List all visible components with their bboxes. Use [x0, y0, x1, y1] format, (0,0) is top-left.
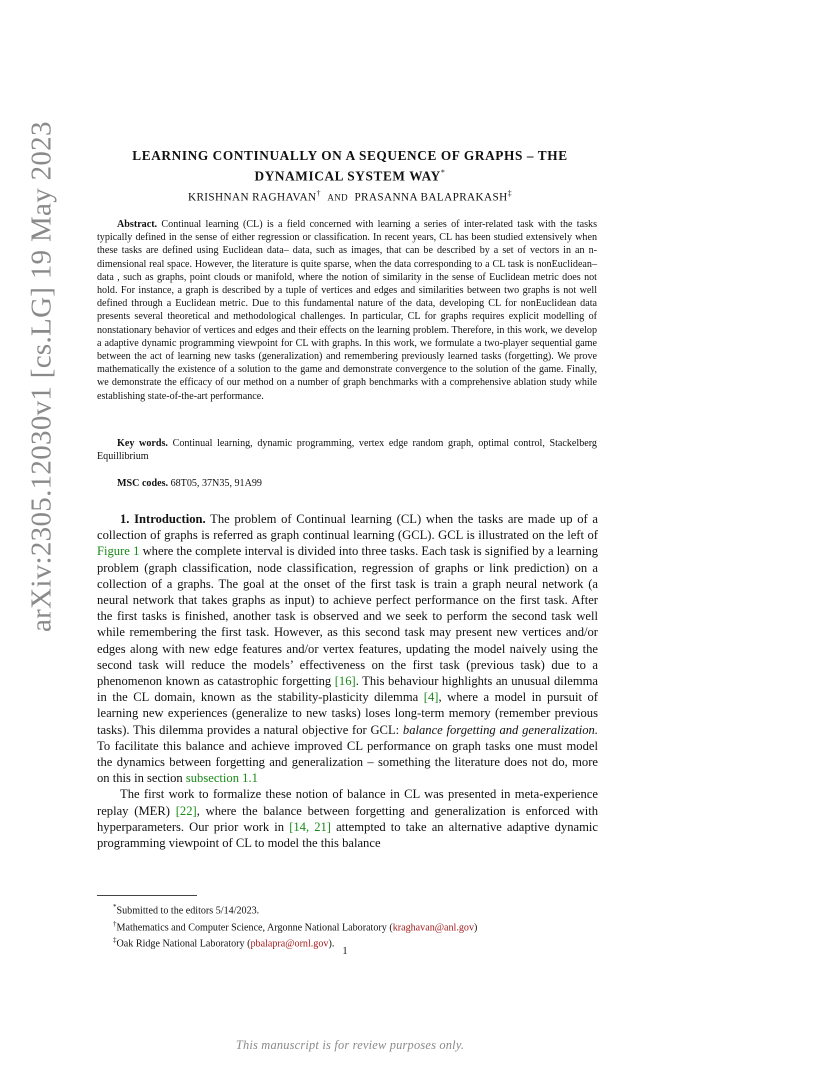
intro-text: , where a model in pursuit of learning new experiences (generalize to new tasks) loses long-term memory (remember previous tasks). This dilemma provides a natural objective for GCL:: [97, 690, 598, 737]
footnote-text: ): [474, 921, 478, 933]
footnote-text: Mathematics and Computer Science, Argonne National Laboratory (: [116, 921, 393, 933]
emphasis-text: balance forgetting and generalization.: [402, 722, 598, 737]
author-list: [100, 189, 600, 204]
intro-text: where the complete interval is divided into three tasks. Each task is signified by a learning problem (graph classification, node classification, regression of graphs or link prediction) on a collection of a graphs. The goal at the onset of the first task is train a graph neural network (a neural network that takes graphs as input) to achieve perfect performance on the first task. After the first tasks is finished, another task is observed and we seek to perform the second task well while remembering the first task. However, as this second task may present new vertices and/or edges along with new edge features and/or vertex features, updating the model naively using the second task will reduce the models’ effectiveness on the first task (previous task) due to a phenomenon known as catastrophic forgetting: [97, 544, 599, 689]
keywords-label: Key words.: [117, 438, 168, 449]
paper-title: [100, 148, 600, 184]
intro-text: . This behaviour highlights an unusual dilemma in the CL domain, known as the stability-plasticity dilemma: [97, 674, 599, 705]
footnote-divider: [97, 895, 197, 896]
footnote-submitted: [97, 901, 597, 918]
arxiv-identifier: arXiv:2305.12030v1 [cs.LG] 19 May 2023: [25, 121, 58, 633]
abstract: [97, 218, 597, 403]
intro-paragraph-1: [97, 511, 598, 786]
footnote-text: ).: [328, 938, 335, 950]
msc-codes: [97, 477, 597, 490]
author-first-mark: †: [316, 189, 321, 198]
footnote-mark: *: [113, 903, 117, 911]
title-footnote-mark: *: [440, 167, 446, 177]
email-link[interactable]: kraghavan@anl.gov: [392, 921, 475, 933]
footnote-text: Oak Ridge National Laboratory (: [116, 938, 251, 950]
citation-link[interactable]: [22]: [175, 803, 197, 818]
author-conjunction: AND: [327, 192, 349, 203]
intro-text: attempted to take an alternative adaptive dynamic programming viewpoint of CL to model the this balance: [97, 819, 598, 851]
intro-text: , where the balance between forgetting and generalization is enforced with hyperparameters. Our prior work in: [97, 803, 598, 834]
section-heading: 1. Introduction.: [120, 512, 206, 526]
author-second-mark: ‡: [507, 189, 513, 198]
figure-link[interactable]: Figure 1: [97, 544, 140, 559]
footnotes: [97, 901, 597, 951]
citation-link[interactable]: [14, 21]: [289, 819, 331, 834]
author-second: PRASANNA BALAPRAKASH: [354, 191, 508, 204]
email-link[interactable]: pbalapra@ornl.gov: [250, 938, 329, 950]
author-first: KRISHNAN RAGHAVAN: [187, 191, 317, 204]
review-notice: This manuscript is for review purposes only.: [235, 1038, 465, 1052]
keywords: [97, 437, 597, 464]
intro-text: To facilitate this balance and achieve improved CL performance on graph tasks one must model the dynamics between forgetting and generalization – something the literature does not do, more on this in section: [97, 738, 598, 786]
citation-link[interactable]: [16]: [334, 674, 356, 689]
citation-link[interactable]: [4]: [423, 690, 439, 705]
introduction-section: [97, 511, 598, 851]
intro-paragraph-2: [97, 786, 598, 851]
footnote-argonne: [97, 918, 597, 935]
abstract-text: Continual learning (CL) is a field concerned with learning a series of inter-related task with the tasks typically defined in the sense of either regression or classification. In recent years, CL has been studied extensively when these tasks are defined using Euclidean data– data, such as images, that can be described by a set of vectors in an n-dimensional real space. However, the literature is quite sparse, when the data corresponding to a CL task is nonEuclidean– data , such as graphs, point clouds or manifold, where the notion of similarity in the sense of Euclidean metric does not hold. For instance, a graph is described by a tuple of vertices and edges and similarities between two graphs is not well defined through a Euclidean metric. Due to this fundamental nature of the data, developing CL for nonEuclidean data presents several theoretical and methodological challenges. In particular, CL for graphs requires explicit modelling of nonstationary behavior of vertices and edges and their effects on the learning problem. Therefore, in this work, we develop a adaptive dynamic programming viewpoint for CL with graphs. In this work, we formulate a two-player sequential game between the act of learning new tasks (generalization) and remembering previously learned tasks (forgetting). We prove mathematically the existence of a solution to the game and demonstrate convergence to the solution of the game. Finally, we demonstrate the efficacy of our method on a number of graph benchmarks with a comprehensive ablation study while establishing state-of-the-art performance.: [97, 219, 597, 402]
title-line-1: LEARNING CONTINUALLY ON A SEQUENCE OF GRAPHS – THE: [132, 148, 568, 163]
abstract-label: Abstract.: [117, 219, 158, 230]
footnote-mark: ‡: [113, 936, 117, 945]
footnote-mark: †: [113, 919, 117, 928]
msc-text: 68T05, 37N35, 91A99: [170, 478, 262, 489]
intro-text: The problem of Continual learning (CL) when the tasks are made up of a collection of graphs is referred as graph continual learning (GCL). GCL is illustrated on the left of: [97, 512, 598, 543]
msc-label: MSC codes.: [117, 478, 169, 489]
title-line-2: DYNAMICAL SYSTEM WAY: [254, 167, 441, 183]
footnote-text: Submitted to the editors 5/14/2023.: [116, 905, 260, 917]
subsection-link[interactable]: subsection 1.1: [185, 771, 258, 786]
page-number: 1: [342, 946, 348, 957]
intro-text: The first work to formalize these notion of balance in CL was presented in meta-experience replay (MER): [97, 787, 598, 818]
keywords-text: Continual learning, dynamic programming, vertex edge random graph, optimal control, Stackelberg Equillibrium: [97, 438, 597, 463]
